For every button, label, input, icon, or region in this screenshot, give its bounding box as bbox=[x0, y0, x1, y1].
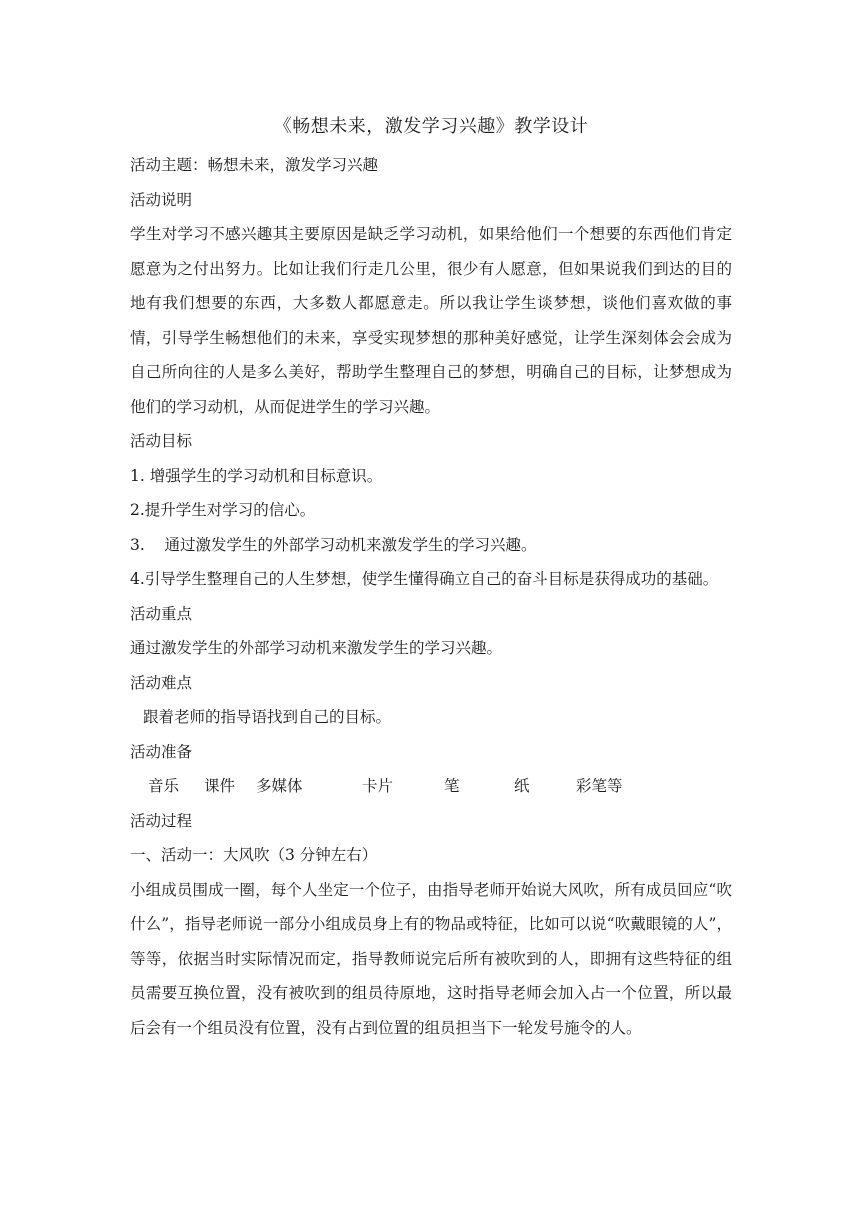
prep-item-multimedia: 多媒体 bbox=[256, 777, 303, 795]
goal-item-1: 1. 增强学生的学习动机和目标意识。 bbox=[130, 466, 383, 485]
prep-item-pen: 笔 bbox=[444, 777, 460, 795]
document-title: 《畅想未来，激发学习兴趣》教学设计 bbox=[273, 116, 589, 137]
goal-item-4: 4.引导学生整理自己的人生梦想，使学生懂得确立自己的奋斗目标是获得成功的基础。 bbox=[130, 570, 719, 588]
difficulty-heading: 活动难点 bbox=[130, 673, 193, 692]
prep-item-cards: 卡片 bbox=[362, 777, 394, 795]
key-point-text: 通过激发学生的外部学习动机来激发学生的学习兴趣。 bbox=[130, 639, 503, 657]
key-point-heading: 活动重点 bbox=[130, 604, 193, 623]
description-paragraph: 学生对学习不感兴趣其主要原因是缺乏学习动机，如果给他们一个想要的东西他们肯定愿意为之付出努力。比如让我们行走几公里，很少有人愿意，但如果说我们到达的目的地有我们想要的东西，大多数人都愿意走。所以我让学生谈梦想，谈他们喜欢做的事情，引导学生畅想他们的未来，享受实现梦想的那种美好感觉，让学生深刻体会会成为自己所向往的人是多么美好，帮助学生整理自己的梦想，明确自己的目标，让梦想成为他们的学习动机，从而促进学生的学习兴趣。 bbox=[130, 225, 732, 416]
prep-heading: 活动准备 bbox=[130, 742, 193, 761]
prep-item-paper: 纸 bbox=[514, 777, 530, 795]
difficulty-text: 跟着老师的指导语找到自己的目标。 bbox=[143, 708, 392, 726]
goal-item-3: 3. 通过激发学生的外部学习动机来激发学生的学习兴趣。 bbox=[130, 535, 537, 554]
activity1-heading: 一、活动一：大风吹（3 分钟左右） bbox=[130, 846, 378, 864]
theme-line: 活动主题：畅想未来，激发学习兴趣 bbox=[130, 156, 379, 174]
description-heading: 活动说明 bbox=[130, 190, 193, 209]
goal-item-2: 2.提升学生对学习的信心。 bbox=[130, 501, 316, 519]
document-page bbox=[130, 112, 732, 1045]
prep-item-colored-pens: 彩笔等 bbox=[576, 777, 623, 795]
prep-items bbox=[130, 769, 732, 804]
goals-heading: 活动目标 bbox=[130, 432, 193, 450]
prep-item-courseware: 课件 bbox=[204, 777, 236, 795]
prep-item-music: 音乐 bbox=[148, 777, 180, 795]
process-heading: 活动过程 bbox=[130, 811, 193, 830]
activity1-paragraph: 小组成员围成一圈，每个人坐定一个位子，由指导老师开始说大风吹，所有成员回应“吹什么”，指导老师说一部分小组成员身上有的物品或特征，比如可以说“吹戴眼镜的人”，等等，依据当时实际情况而定，指导教师说完后所有被吹到的人，即拥有这些特征的组员需要互换位置，没有被吹到的组员待原地，这时指导老师会加入占一个位置，所以最后会有一个组员没有位置，没有占到位置的组员担当下一轮发号施令的人。 bbox=[130, 880, 732, 1037]
